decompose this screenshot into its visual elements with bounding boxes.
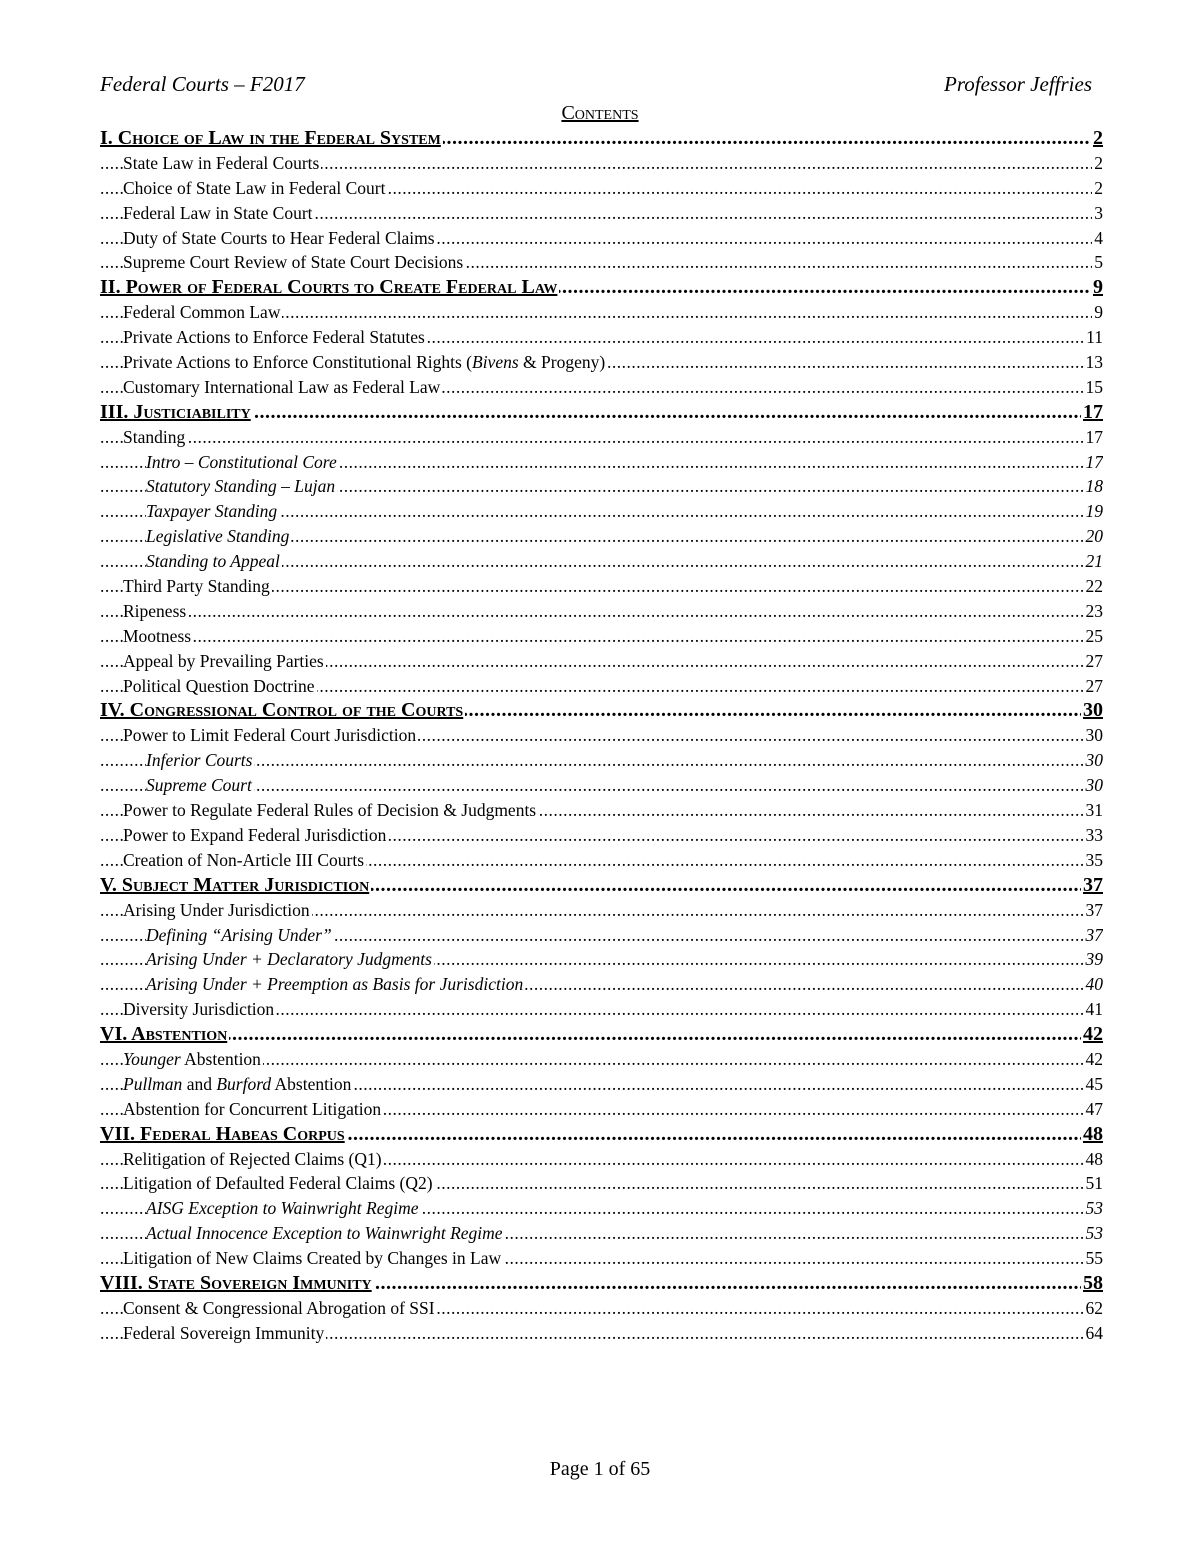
toc-page-number: 30 xyxy=(1084,723,1104,748)
toc-entry-link[interactable] xyxy=(100,923,1103,948)
page-footer: Page 1 of 65 xyxy=(549,1458,651,1480)
toc-section-link[interactable] xyxy=(100,126,1103,151)
toc-entry-title: III. Justiciability xyxy=(100,400,251,423)
toc-entry-title: Supreme Court xyxy=(146,773,254,798)
toc-page-number: 45 xyxy=(1084,1072,1104,1097)
toc-page-number: 37 xyxy=(1084,898,1104,923)
toc-entry-link[interactable] xyxy=(100,1321,1103,1346)
toc-page-number: 4 xyxy=(1092,226,1103,251)
toc-entry-link[interactable] xyxy=(100,1246,1103,1271)
toc-entry-title: Private Actions to Enforce Federal Statutes xyxy=(123,325,427,350)
toc-entry-title: Arising Under + Declaratory Judgments xyxy=(146,947,434,972)
toc-entry-link[interactable] xyxy=(100,997,1103,1022)
toc-page-number: 42 xyxy=(1083,1023,1103,1046)
toc-entry-title: Abstention for Concurrent Litigation xyxy=(123,1097,383,1122)
toc-page-number: 9 xyxy=(1093,276,1103,299)
toc-entry-title: Pullman and Burford Abstention xyxy=(123,1072,353,1097)
toc-entry-link[interactable] xyxy=(100,250,1103,275)
toc-entry-link[interactable] xyxy=(100,972,1103,997)
toc-entry-title: I. Choice of Law in the Federal System xyxy=(100,127,441,149)
toc-entry-link[interactable] xyxy=(100,499,1103,524)
toc-entry-link[interactable] xyxy=(100,1221,1103,1246)
toc-section-link[interactable] xyxy=(100,400,1103,425)
toc-entry-title: Litigation of Defaulted Federal Claims (Q2) xyxy=(123,1171,435,1196)
toc-page-number: 30 xyxy=(1084,773,1104,798)
toc-entry-title: VII. Federal Habeas Corpus xyxy=(100,1122,345,1145)
toc-page-number: 15 xyxy=(1084,375,1104,400)
toc-entry-title: Political Question Doctrine xyxy=(123,674,317,699)
toc-entry-link[interactable] xyxy=(100,947,1103,972)
toc-entry-link[interactable] xyxy=(100,375,1103,400)
toc-heading: Contents xyxy=(561,102,639,124)
toc-entry-link[interactable] xyxy=(100,176,1103,201)
toc-entry-link[interactable] xyxy=(100,1097,1103,1122)
toc-entry-title: Intro – Constitutional Core xyxy=(146,450,339,475)
toc-entry-title: Taxpayer Standing xyxy=(146,499,279,524)
toc-entry-link[interactable] xyxy=(100,300,1103,325)
toc-entry-title: V. Subject Matter Jurisdiction xyxy=(100,873,370,896)
toc-entry-title: Power to Limit Federal Court Jurisdiction xyxy=(123,723,418,748)
header-professor: Professor Jeffries xyxy=(944,72,1092,96)
page-header xyxy=(100,72,1100,102)
toc-entry-title: State Law in Federal Courts xyxy=(123,151,321,176)
toc-page-number: 11 xyxy=(1084,325,1103,350)
toc-entry-link[interactable] xyxy=(100,624,1103,649)
toc-page-number: 18 xyxy=(1084,474,1104,499)
toc-page-number: 23 xyxy=(1084,599,1104,624)
toc-entry-title: VI. Abstention xyxy=(100,1023,228,1046)
toc-entry-title: Appeal by Prevailing Parties xyxy=(123,649,326,674)
toc-page-number: 19 xyxy=(1084,499,1104,524)
toc-page-number: 53 xyxy=(1084,1221,1104,1246)
toc-entry-link[interactable] xyxy=(100,151,1103,176)
toc-entry-title: Arising Under Jurisdiction xyxy=(123,898,312,923)
toc-entry-link[interactable] xyxy=(100,898,1103,923)
toc-entry-link[interactable] xyxy=(100,226,1103,251)
toc-entry-title: Ripeness xyxy=(123,599,188,624)
toc-entry-title: Litigation of New Claims Created by Changes in Law xyxy=(123,1246,503,1271)
toc-entry-title: IV. Congressional Control of the Courts xyxy=(100,699,464,722)
header-course-title: Federal Courts – F2017 xyxy=(100,72,305,96)
toc-entry-link[interactable] xyxy=(100,748,1103,773)
toc-page-number: 64 xyxy=(1084,1321,1104,1346)
toc-page-number: 37 xyxy=(1083,873,1103,896)
toc-entry-title: AISG Exception to Wainwright Regime xyxy=(146,1196,421,1221)
toc-page-number: 62 xyxy=(1084,1296,1104,1321)
toc-entry-title: Choice of State Law in Federal Court xyxy=(123,176,387,201)
toc-entry-link[interactable] xyxy=(100,1296,1103,1321)
toc-entry-title: Defining “Arising Under” xyxy=(146,923,334,948)
toc-page-number: 22 xyxy=(1084,574,1104,599)
toc-entry-link[interactable] xyxy=(100,549,1103,574)
toc-entry-title: Legislative Standing xyxy=(146,524,291,549)
toc-page-number: 58 xyxy=(1083,1271,1103,1294)
toc-page-number: 3 xyxy=(1092,201,1103,226)
toc-page-number: 30 xyxy=(1083,699,1103,722)
toc-entry-title: VIII. State Sovereign Immunity xyxy=(100,1271,372,1294)
toc-entry-title: Standing xyxy=(123,425,187,450)
toc-section-link[interactable] xyxy=(100,1271,1103,1296)
toc-entry-link[interactable] xyxy=(100,425,1103,450)
toc-entry-title: Younger Abstention xyxy=(123,1047,263,1072)
toc-entry-title: Diversity Jurisdiction xyxy=(123,997,276,1022)
toc-entry-link[interactable] xyxy=(100,1147,1103,1172)
toc-page-number: 2 xyxy=(1092,151,1103,176)
toc-page-number: 40 xyxy=(1084,972,1104,997)
toc-page-number: 39 xyxy=(1084,947,1104,972)
toc-entry-title: Federal Sovereign Immunity xyxy=(123,1321,326,1346)
toc-entry-link[interactable] xyxy=(100,823,1103,848)
toc-page-number: 20 xyxy=(1084,524,1104,549)
toc-entry-title: Arising Under + Preemption as Basis for Jurisdiction xyxy=(146,972,525,997)
toc-page-number: 55 xyxy=(1084,1246,1104,1271)
toc-page-number: 48 xyxy=(1083,1122,1103,1145)
toc-entry-title: Mootness xyxy=(123,624,193,649)
toc-entry-link[interactable] xyxy=(100,325,1103,350)
toc-entry-title: Power to Regulate Federal Rules of Decision & Judgments xyxy=(123,798,538,823)
toc-entry-link[interactable] xyxy=(100,574,1103,599)
toc-entry-title: Customary International Law as Federal Law xyxy=(123,375,442,400)
toc-entry-link[interactable] xyxy=(100,773,1103,798)
toc-entry-link[interactable] xyxy=(100,1047,1103,1072)
toc-entry-link[interactable] xyxy=(100,1196,1103,1221)
toc-page-number: 33 xyxy=(1084,823,1104,848)
toc-page-number: 48 xyxy=(1084,1147,1104,1172)
toc-page-number: 37 xyxy=(1084,923,1104,948)
toc-page-number: 27 xyxy=(1084,674,1104,699)
toc-entry-link[interactable] xyxy=(100,723,1103,748)
toc-section-link[interactable] xyxy=(100,1122,1103,1147)
toc-section-link[interactable] xyxy=(100,873,1103,898)
toc-page-number: 17 xyxy=(1084,450,1104,475)
table-of-contents xyxy=(100,126,1103,1346)
toc-entry-link[interactable] xyxy=(100,201,1103,226)
toc-page-number: 5 xyxy=(1092,250,1103,275)
toc-entry-link[interactable] xyxy=(100,1171,1103,1196)
toc-page-number: 47 xyxy=(1084,1097,1104,1122)
toc-page-number: 13 xyxy=(1084,350,1104,375)
toc-entry-title: II. Power of Federal Courts to Create Federal Law xyxy=(100,276,558,299)
toc-page-number: 9 xyxy=(1092,300,1103,325)
toc-entry-title: Supreme Court Review of State Court Decisions xyxy=(123,250,465,275)
toc-entry-title: Creation of Non-Article III Courts xyxy=(123,848,366,873)
toc-page-number: 21 xyxy=(1084,549,1104,574)
toc-page-number: 25 xyxy=(1084,624,1104,649)
toc-page-number: 2 xyxy=(1092,176,1103,201)
toc-page-number: 53 xyxy=(1084,1196,1104,1221)
toc-page-number: 27 xyxy=(1084,649,1104,674)
toc-page-number: 17 xyxy=(1084,425,1104,450)
toc-entry-title: Duty of State Courts to Hear Federal Claims xyxy=(123,226,437,251)
toc-entry-link[interactable] xyxy=(100,1072,1103,1097)
toc-page-number: 2 xyxy=(1093,127,1103,149)
toc-entry-link[interactable] xyxy=(100,649,1103,674)
toc-section-link[interactable] xyxy=(100,698,1103,723)
toc-page-number: 30 xyxy=(1084,748,1104,773)
toc-page-number: 41 xyxy=(1084,997,1104,1022)
toc-entry-title: Statutory Standing – Lujan xyxy=(146,474,337,499)
toc-entry-title: Actual Innocence Exception to Wainwright Regime xyxy=(146,1221,505,1246)
toc-entry-link[interactable] xyxy=(100,674,1103,699)
toc-entry-title: Standing to Appeal xyxy=(146,549,282,574)
toc-entry-link[interactable] xyxy=(100,450,1103,475)
toc-entry-link[interactable] xyxy=(100,848,1103,873)
toc-entry-link[interactable] xyxy=(100,599,1103,624)
toc-entry-title: Federal Law in State Court xyxy=(123,201,315,226)
toc-entry-link[interactable] xyxy=(100,350,1103,375)
toc-page-number: 51 xyxy=(1084,1171,1104,1196)
toc-entry-title: Inferior Courts xyxy=(146,748,254,773)
toc-entry-title: Consent & Congressional Abrogation of SSI xyxy=(123,1296,437,1321)
toc-section-link[interactable] xyxy=(100,275,1103,300)
toc-page-number: 42 xyxy=(1084,1047,1104,1072)
toc-entry-title: Power to Expand Federal Jurisdiction xyxy=(123,823,388,848)
toc-page-number: 31 xyxy=(1084,798,1104,823)
toc-entry-link[interactable] xyxy=(100,524,1103,549)
toc-page-number: 35 xyxy=(1084,848,1104,873)
toc-entry-title: Private Actions to Enforce Constitutional Rights (Bivens & Progeny) xyxy=(123,350,607,375)
toc-entry-link[interactable] xyxy=(100,474,1103,499)
toc-entry-title: Third Party Standing xyxy=(123,574,272,599)
toc-entry-link[interactable] xyxy=(100,798,1103,823)
toc-entry-title: Federal Common Law xyxy=(123,300,282,325)
toc-entry-title: Relitigation of Rejected Claims (Q1) xyxy=(123,1147,384,1172)
toc-section-link[interactable] xyxy=(100,1022,1103,1047)
toc-page-number: 17 xyxy=(1083,400,1103,423)
